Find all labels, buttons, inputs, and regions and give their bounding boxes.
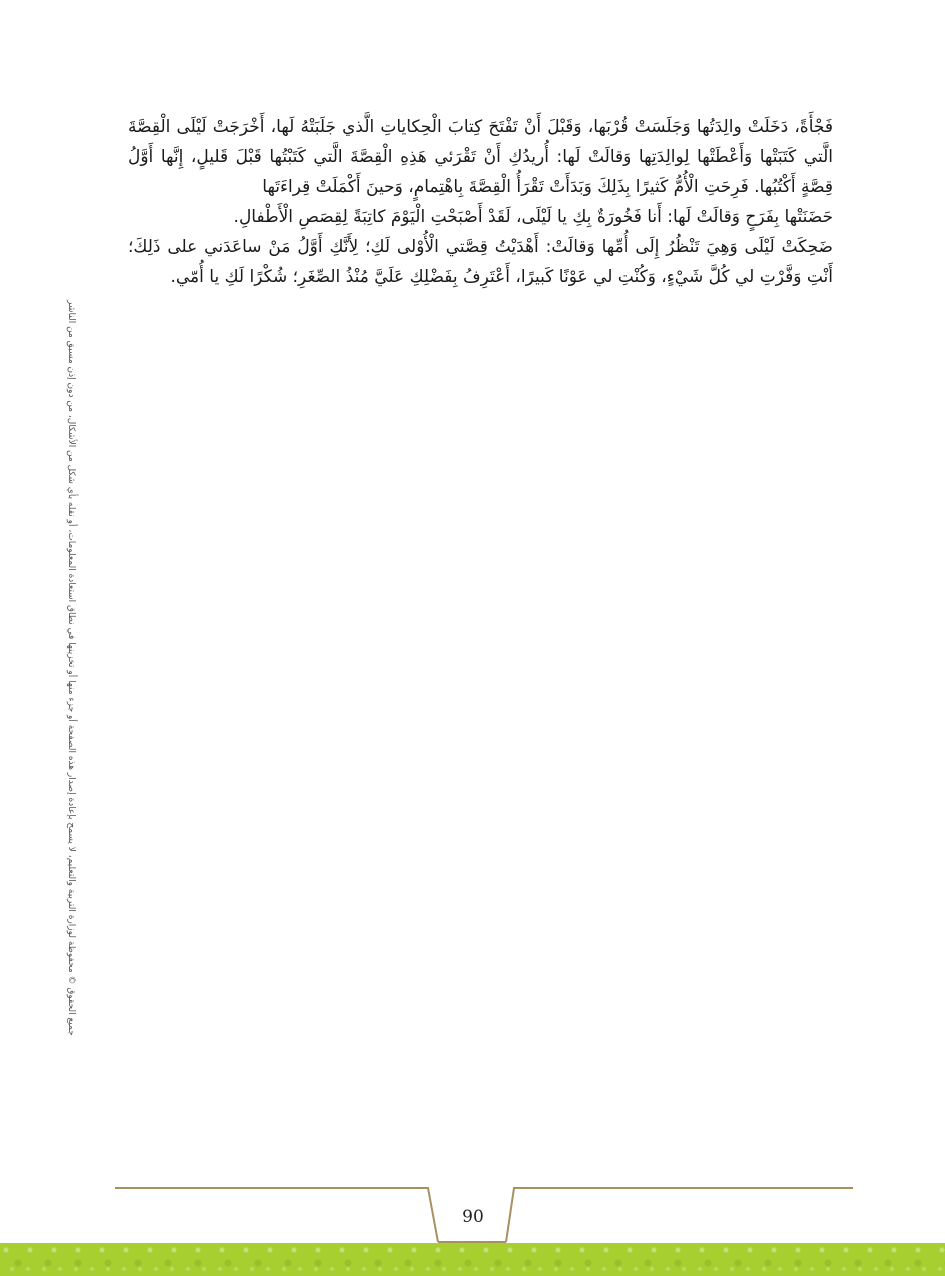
story-paragraph-3: ضَحِكَتْ لَيْلَى وَهِيَ تَنْظُرُ إِلَى أُمِّها وَقالَتْ: أَهْدَيْتُ قِصَّتي الْأُوْلى لَكِ؛ لِأَنَّكِ أَوَّلُ مَنْ ساعَدَني على ذَلِكَ؛ أَنْتِ وَفَّرْتِ لي كُلَّ شَيْءٍ، وَكُنْتِ لي عَوْنًا كَبيرًا، أَعْتَرِفُ بِفَضْلِكِ عَلَيَّ مُنْذُ الصِّغَرِ؛ شُكْرًا لَكِ يا أُمّي. bbox=[128, 237, 833, 287]
copyright-text: جميع الحقوق © محفوظة لوزارة التربية والتعليم، لا يسمح بإعادة إصدار هذه الصفحة أو جزء منها أو تخزينها في نطاق استعادة المعلومات، أو نقله بأي شكل من الأشكال، من دون إذن مسبق من الناشر bbox=[66, 300, 76, 1036]
story-paragraph-1: فَجْأَةً، دَخَلَتْ والِدَتُها وَجَلَسَتْ قُرْبَها، وَقَبْلَ أَنْ تَفْتَحَ كِتابَ الْحِكاياتِ الَّذي جَلَبَتْهُ لَها، أَخْرَجَتْ لَيْلَى الْقِصَّةَ الَّتي كَتَبَتْها وَأَعْطَتْها لِوالِدَتِها وَقالَتْ لَها: أُريدُكِ أَنْ تَقْرَئي هَذِهِ الْقِصَّةَ الَّتي كَتَبْتُها قَبْلَ قَليلٍ، إِنَّها أَوَّلُ قِصَّةٍ أَكْتُبُها. فَرِحَتِ الْأُمُّ كَثيرًا بِذَلِكَ وَبَدَأَتْ تَقْرَأُ الْقِصَّةَ بِاهْتِمامٍ، وَحينَ أَكْمَلَتْ قِراءَتَها bbox=[128, 117, 833, 197]
page-number: 90 bbox=[462, 1207, 484, 1227]
footer-frame-right bbox=[506, 1188, 853, 1242]
copyright-notice bbox=[62, 300, 76, 1036]
story-text bbox=[128, 112, 833, 292]
footer-frame-left bbox=[115, 1188, 438, 1242]
story-paragraph-2: حَضَنَتْها بِفَرَحٍ وَقالَتْ لَها: أَنا فَخُورَةٌ بِكِ يا لَيْلَى، لَقَدْ أَصْبَحْتِ الْيَوْمَ كاتِبَةً لِقِصَصِ الْأَطْفالِ. bbox=[233, 207, 833, 227]
bottom-decorative-band bbox=[0, 1243, 945, 1276]
